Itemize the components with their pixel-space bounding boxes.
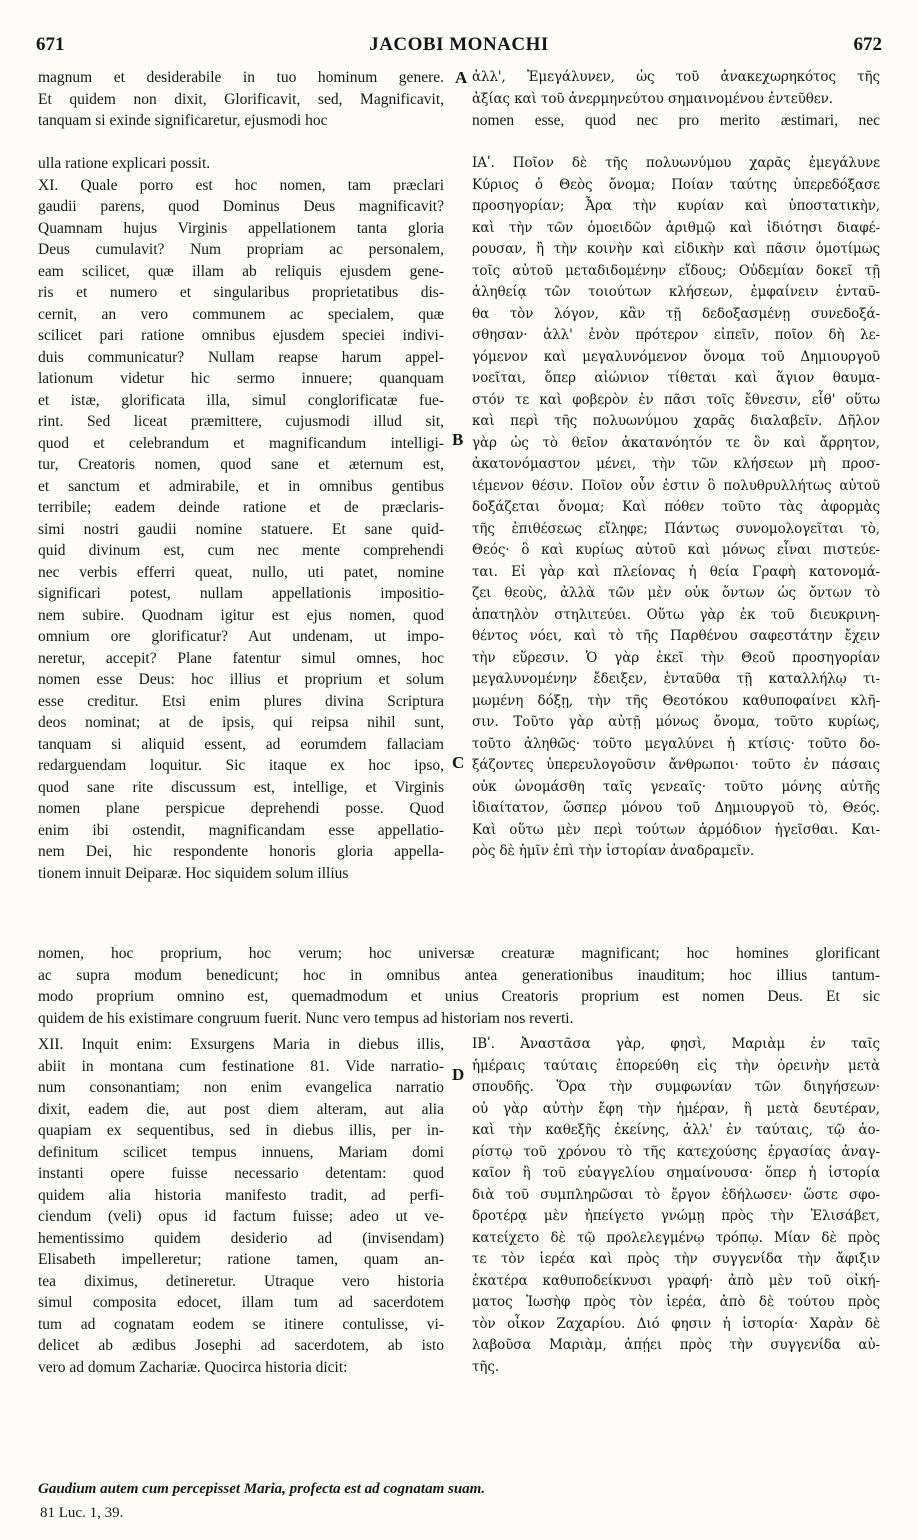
latin-line: Quamnam hujus Virginis appellationem tanta gloria [38, 219, 444, 237]
greek-line: τῆς ἐπιθέσεως εἴληφε; Πάντως συνομολογεῖται τὸ, [472, 520, 880, 537]
latin-line: num consonantiam; non enim evangelica narratio [38, 1079, 444, 1096]
page-header [36, 34, 882, 58]
closing-verse: Gaudium autem cum percepisset Maria, profecta est ad cognatam suam. [38, 1481, 486, 1497]
latin-line: quidem alia historia manifesto tradit, ad perfi- [38, 1186, 444, 1204]
latin-line: quid divinum est, cum nec mente comprehendi [38, 542, 444, 559]
latin-line: nem Dei, hic respondente honoris gloria appella- [38, 843, 444, 860]
greek-line: τοῦτο ἀληθῶς· τοῦτο μεγαλύνει ἡ κτίσις· τοῦτο δο- [472, 735, 880, 752]
greek-line: θα τὸν λόγον, κἂν τῇ δεδοξασμένῃ συνεδοξά- [472, 305, 880, 322]
latin-line: esse creditur. Etsi enim plures divina Scriptura [38, 692, 444, 710]
margin-marker-a: A [455, 68, 468, 87]
latin-line: tanquam si aliquid essent, ad eorumdem fallaciam [38, 735, 444, 753]
greek-line: ιέμενον θέσιν. Ποῖον οὖν ἐστιν ὃ πολυθρυλλήτως αὐτοῦ [472, 477, 880, 494]
greek-line: τὸν οἶκον Ζαχαρίου. Διό φησιν ἡ ἱστορία· Χαρὰν δὲ [472, 1315, 880, 1332]
greek-line: μεγαλυνομένην ἔδειξεν, ἐνταῦθα τῇ καταλλήλῳ τι- [472, 671, 880, 687]
latin-line: magnum et desiderabile in tuo hominum genere. [38, 69, 444, 86]
latin-line: nomen esse Deus: hoc illius et proprium et solum [38, 671, 444, 688]
margin-marker-b: B [452, 430, 464, 449]
greek-line: οὐκ ὠνομάσθη ταῖς γενεαῖς· τοῦτο μόνης αὐτῆς [472, 778, 880, 795]
latin-line: deos nominat; at de ipsis, qui reipsa nihil sunt, [38, 714, 444, 731]
latin-line: instanti opere fuisse necessario detentam: quod [38, 1165, 444, 1182]
latin-line: tum ad cognatam eodem se itinere contulisse, vi- [38, 1315, 444, 1333]
greek-line: γὰρ ὡς τὸ θεῖον ἀκατανόητόν τε ὂν καὶ ἄρρητον, [472, 434, 880, 451]
greek-line: ἀλλ', Ἐμεγάλυνεν, ὡς τοῦ ἀνακεχωρηκότος τῆς [472, 69, 880, 85]
greek-line: καὶ τὴν τῶν ὁμοειδῶν ἀριθμῷ καὶ ἰδιότησι διαφέ- [472, 219, 880, 236]
fullwidth-line: quidem de his existimare congruum fuerit. Nunc vero tempus ad historiam nos reverti. [38, 1009, 574, 1027]
latin-line: hementissimo quidem desiderio ad (invisendam) [38, 1229, 444, 1247]
latin-line: redarguendam loquitur. Sic itaque ex hoc ipso, [38, 757, 444, 774]
latin-line: simi nostri gaudii nomine statuere. Et sane quid- [38, 520, 444, 538]
latin-line: simul composita edocet, illam tum ad sacerdotem [38, 1294, 444, 1311]
latin-line: Et quidem non dixit, Glorificavit, sed, Magnificavit, [38, 90, 444, 108]
greek-line: ἀληθείᾳ τῶν τοιούτων κλήσεων, ἐμφαίνειν ἐνταῦ- [472, 284, 880, 300]
latin-line: ulla ratione explicari possit. [38, 155, 211, 172]
left-page-number: 671 [36, 34, 65, 55]
latin-line: cernit, an vero communem ac specialem, quæ [38, 305, 444, 323]
margin-marker-c: C [452, 753, 465, 772]
latin-line: quod sane rite discussum est, intellige, et Virginis [38, 778, 444, 796]
greek-line: λαβοῦσα Μαριὰμ, ἀπῄει πρὸς τὴν συγγενίδα αὐ- [472, 1337, 880, 1353]
footnote: 81 Luc. 1, 39. [40, 1505, 124, 1521]
greek-line: σπουδῆς. Ὅρα τὴν συμφωνίαν τῶν διηγήσεων· [472, 1079, 880, 1095]
running-title: JACOBI MONACHI [369, 34, 549, 55]
greek-line: ματος Ἰωσὴφ πρὸς τὸν ἱερέα, ἀπὸ δὲ τούτου πρὸς [472, 1294, 880, 1310]
latin-line: scilicet pari ratione omnibus ejusdem speciei indivi- [38, 327, 444, 344]
greek-line: ξάζοντες ὑπερευλογοῦσιν ἄνθρωποι· τοῦτο ἐν πάσαις [472, 757, 880, 773]
greek-line: δροτέρᾳ μὲν ἠπείγετο γνώμῃ πρὸς τὴν Ἐλισάβετ, [472, 1208, 880, 1224]
greek-line: μωμένη δόξῃ, τὴν τῆς Θεοτόκου καθυποφαίνει κλῆ- [472, 692, 880, 709]
latin-line: significari potest, nullam appellationis impositio- [38, 585, 444, 602]
greek-line: ρουσαν, ἢ τὴν κοινὴν καὶ εἰδικὴν καὶ πᾶσιν ὁμοτίμως [472, 241, 880, 257]
latin-line: dixit, eadem die, aut post diem alteram, aut alia [38, 1100, 444, 1118]
greek-line: ἀκατονόμαστον μένει, τὴν τῶν κλήσεων μὴ προσ- [472, 456, 880, 472]
latin-line: eam scilicet, quæ illam ab reliquis ejusdem gene- [38, 262, 444, 280]
greek-line: ἡμέραις ταύταις ἐπορεύθη εἰς τὴν ὀρεινὴν μετὰ [472, 1057, 880, 1074]
latin-line: rint. Sed liceat præmittere, cujusmodi illud sit, [38, 413, 444, 430]
greek-line: προσηγορίαν; Ἆρα τὴν κυρίαν καὶ ὑποστατικὴν, [472, 198, 880, 214]
latin-line: neretur, accepit? Plane fatentur simul omnes, hoc [38, 649, 444, 667]
latin-line: tur, Creatoris nomen, quod sane et æternum est, [38, 456, 444, 473]
latin-line: definitum scilicet tempus innuens, Mariam domi [38, 1143, 444, 1161]
latin-line: nec verbis efferri queat, nullo, uti patet, nomine [38, 563, 444, 581]
fullwidth-line: nomen, hoc proprium, hoc verum; hoc universæ creaturæ magnificant; hoc homines glorificant [38, 945, 880, 962]
latin-line: delicet ab ædibus Josephi ad sacerdotem, ab isto [38, 1337, 444, 1354]
latin-line: et sanctum et admirabile, et in omnibus gentibus [38, 477, 444, 495]
latin-line: tea diximus, detineretur. Utraque vero historia [38, 1272, 444, 1290]
latin-line: nomen plane perspicue deprehendi posse. Quod [38, 800, 444, 817]
greek-line: καῖον ἢ τοῦ εὐαγγελίου σημαίνουσα· ὅπερ ἡ ἱστορία [472, 1165, 880, 1181]
latin-line: gaudii parens, quod Dominus Deus magnificavit? [38, 198, 444, 215]
greek-line: καὶ περὶ τῆς πολυωνύμου χαρᾶς διαλαβεῖν. Δῆλον [472, 413, 880, 429]
latin-line: tionem innuit Deiparæ. Hoc siquidem solum illius [38, 864, 349, 882]
margin-marker-d: D [452, 1065, 465, 1084]
greek-line: ἀξίας καὶ τοῦ ἀνερμηνεύτου σημαινομένου ἐντεῦθεν. [472, 90, 833, 107]
fullwidth-line: nomen esse, quod nec pro merito æstimari, nec [472, 112, 880, 129]
latin-line: Elisabeth impelleretur; ratione tamen, quam an- [38, 1251, 444, 1268]
latin-line: duis communicatur? Nullam reapse harum appel- [38, 348, 444, 366]
greek-line: γόμενον καὶ μεγαλυνόμενον ὄνομα τοῦ Δημιουργοῦ [472, 348, 880, 365]
latin-line: lationum videtur hic sermo innuere; quanquam [38, 370, 444, 387]
greek-line: διὰ τοῦ συμπληρῶσαι τὸ ἔργον ἐδήλωσεν· ὥστε σφο- [472, 1186, 880, 1203]
greek-line: ζει θεοὺς, ἀλλὰ τῶν μὲν οὐκ ὄντων ὡς ὄντων τὸ [472, 585, 880, 601]
greek-line: ἰδιαίτατον, ὥσπερ μόνου τοῦ Δημιουργοῦ τὸ, Θεός. [472, 800, 880, 816]
greek-line: ΙΒʹ. Ἀναστᾶσα γὰρ, φησὶ, Μαριὰμ ἐν ταῖς [472, 1036, 880, 1052]
latin-line: et istæ, glorificata illa, simul conglorificatæ fue- [38, 391, 444, 409]
greek-line: Θεός· ὃ καὶ κυρίως αὐτοῦ καὶ μόνως εἶναι πιστεύε- [472, 542, 880, 558]
latin-line: Deus cumulavit? Num propriam ac personalem, [38, 241, 444, 258]
greek-line: Κύριος ὁ Θεὸς ὄνομα; Ποίαν ταύτης ὑπερεδόξασε [472, 176, 880, 193]
greek-line: τῆς. [472, 1358, 500, 1375]
latin-line: enim ibi ostendit, magnificandam esse appellatio- [38, 821, 444, 839]
latin-line: ciendum (veli) opus id factum fuisse; adeo ut ve- [38, 1208, 444, 1225]
greek-line: τοῖς αὐτοῦ μεταδιδομένην εἴδους; Οὐδεμίαν δοκεῖ τῇ [472, 262, 880, 279]
latin-line: XII. Inquit enim: Exsurgens Maria in diebus illis, [38, 1036, 444, 1053]
fullwidth-line: modo proprium omnino est, quemadmodum et unius Creatoris proprium est nomen Deus. Et sic [38, 988, 880, 1005]
greek-line: ἀπατηλὸν στηλιτεύει. Οὕτω γὰρ ἐκ τοῦ διευκρινη- [472, 606, 880, 623]
greek-line: ται. Εἰ γὰρ καὶ πλείονας ἡ θεία Γραφὴ κατονομά- [472, 563, 880, 580]
latin-line: XI. Quale porro est hoc nomen, tam præclari [38, 176, 444, 194]
latin-line: omnium ore glorificatur? Aut undenam, ut impo- [38, 628, 444, 645]
greek-line: στόν τε καὶ φοβερὸν ἐν πᾶσι τοῖς ἔθνεσιν, εἶθ' οὕτω [472, 391, 880, 408]
latin-line: terribile; eadem deinde ratione et de præclaris- [38, 499, 444, 516]
greek-line: σθησαν· ἀλλ' ἐνὸν πρότερον εἰπεῖν, ποῖον δὴ λε- [472, 327, 880, 343]
greek-line: ἑκατέρα καθυποδείκνυσι γραφή· ἀπὸ μὲν τοῦ οἰκή- [472, 1272, 880, 1289]
greek-line: νοεῖται, ὅπερ αἰώνιον τίθεται καὶ ἅγιον θαυμα- [472, 370, 880, 386]
greek-line: οὐ γὰρ αὐτὴν ἔφη τὴν ἡμέραν, ἢ μετὰ δευτέραν, [472, 1100, 880, 1117]
latin-line: ris et numero et singularibus proprietatibus dis- [38, 284, 444, 301]
latin-line: quapiam ex sequentibus, sed in diebus illis, per in- [38, 1122, 444, 1139]
latin-line: tanquam si exinde significaretur, ejusmodi hoc [38, 112, 328, 129]
greek-line: κατείχετο δὲ τῷ προλελεγμένῳ τρόπῳ. Μίαν δὲ πρὸς [472, 1229, 880, 1246]
greek-line: δοξάζεται ὄνομα; Καὶ πόθεν τοῦτο τὰς ἀφορμὰς [472, 499, 880, 515]
latin-line: quod et celebrandum et magnificandum intelligi- [38, 434, 444, 452]
right-page-number: 672 [853, 34, 882, 55]
greek-line: σιν. Τοῦτο γὰρ αὐτῇ μόνως ὄνομα, τοῦτο κυρίως, [472, 714, 880, 730]
fullwidth-line: ac supra modum benedicunt; hoc in omnibus antea generationibus inauditum; hoc illius tantum- [38, 966, 880, 984]
greek-line: Καὶ οὕτω μὲν περὶ τούτων ἁρμόδιον ἡγεῖσθαι. Και- [472, 821, 880, 838]
greek-line: τε τὸν ἱερέα καὶ πρὸς τὴν συγγενίδα τὴν ἄφιξιν [472, 1251, 880, 1267]
greek-line: ΙΑʹ. Ποῖον δὲ τῆς πολυωνύμου χαρᾶς ἐμεγάλυνε [472, 155, 880, 171]
greek-line: ρὸς δὲ ἡμῖν ἐπὶ τὴν ἱστορίαν ἀναδραμεῖν. [472, 843, 755, 859]
greek-line: θέντος νόει, καὶ τὸ τῆς Παρθένου σαφεστάτην ἔχειν [472, 628, 880, 644]
greek-line: καὶ τὴν καθεξῆς ἐκείνης, ἀλλ' ἐν ταύταις, τῷ ἀο- [472, 1122, 880, 1138]
latin-line: abiit in montana cum festinatione 81. Vide narratio- [38, 1057, 444, 1075]
greek-line: ρίστῳ τοῦ χρόνου τὸ τῆς κατεχούσης ἐργασίας ἀναγ- [472, 1143, 880, 1160]
latin-line: vero ad domum Zachariæ. Quocirca historia dicit: [38, 1358, 348, 1376]
greek-line: τὴν εὕρεσιν. Ὁ γὰρ ἐκεῖ τὴν Θεοῦ προσηγορίαν [472, 649, 880, 666]
latin-line: nem subire. Quodnam igitur est ejus nomen, quod [38, 606, 444, 624]
